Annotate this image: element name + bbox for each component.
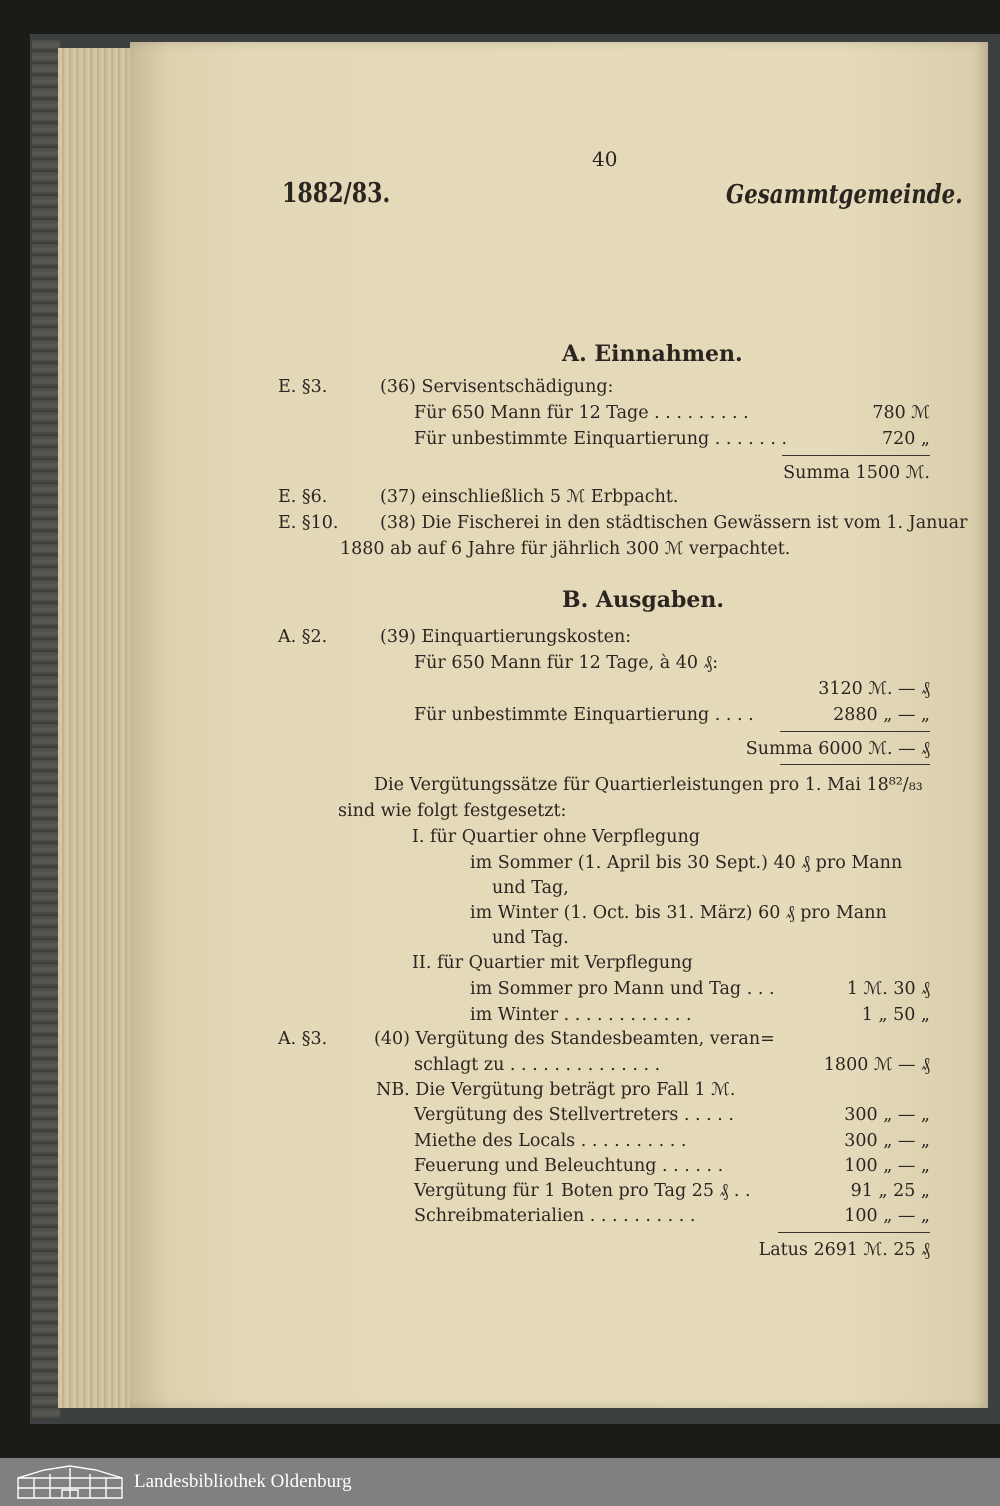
rates-i-winter-1: im Winter (1. Oct. bis 31. März) 60 ₰ pro Mann bbox=[470, 903, 887, 923]
ref-a2: A. §2. bbox=[278, 627, 328, 647]
item39-summa: Summa 6000 ℳ. — ₰ bbox=[745, 739, 930, 759]
item36-line1-amount: 780 ℳ bbox=[872, 403, 930, 423]
item40-line2-amount: 1800 ℳ — ₰ bbox=[823, 1055, 930, 1075]
item37-text: (37) einschließlich 5 ℳ Erbpacht. bbox=[380, 487, 679, 507]
item39-line1-amount: 3120 ℳ. — ₰ bbox=[818, 679, 930, 699]
rates-intro-2: sind wie folgt festgesetzt: bbox=[338, 801, 567, 821]
section-heading-einnahmen: A. Einnahmen. bbox=[562, 341, 743, 367]
item40-row-amount: 100 „ — „ bbox=[844, 1156, 930, 1176]
item39-line2-amount: 2880 „ — „ bbox=[833, 705, 930, 725]
library-footer bbox=[0, 1458, 1000, 1506]
item38-line1: (38) Die Fischerei in den städtischen Gewässern ist vom 1. Januar bbox=[380, 513, 968, 533]
sum-rule-2 bbox=[780, 731, 930, 732]
item39-line2: Für unbestimmte Einquartierung . . . . bbox=[414, 705, 754, 725]
item40-line2: schlagt zu . . . . . . . . . . . . . . bbox=[414, 1055, 661, 1075]
document-page bbox=[130, 42, 988, 1408]
item40-nb: NB. Die Vergütung beträgt pro Fall 1 ℳ. bbox=[376, 1080, 736, 1100]
item40-row-amount: 100 „ — „ bbox=[844, 1206, 930, 1226]
rates-ii-winter: im Winter . . . . . . . . . . . . bbox=[470, 1005, 692, 1025]
rates-i-heading: I. für Quartier ohne Verpflegung bbox=[412, 827, 700, 847]
page-number: 40 bbox=[592, 147, 618, 171]
rates-i-winter-2: und Tag. bbox=[492, 928, 569, 948]
ref-e6: E. §6. bbox=[278, 487, 328, 507]
item39-label: (39) Einquartierungskosten: bbox=[380, 627, 632, 647]
book-spine bbox=[32, 40, 60, 1420]
item40-row: Miethe des Locals . . . . . . . . . . bbox=[414, 1131, 687, 1151]
sum-rule-4 bbox=[778, 1232, 930, 1233]
ref-e3: E. §3. bbox=[278, 377, 328, 397]
item39-line1: Für 650 Mann für 12 Tage, à 40 ₰: bbox=[414, 653, 719, 673]
page-year: 1882/83. bbox=[282, 178, 391, 209]
section-heading-ausgaben: B. Ausgaben. bbox=[562, 587, 725, 613]
rates-intro-1: Die Vergütungssätze für Quartierleistungen pro 1. Mai 18⁸²/₈₃ bbox=[374, 775, 923, 795]
library-building-icon bbox=[14, 1464, 126, 1500]
latus-total: Latus 2691 ℳ. 25 ₰ bbox=[758, 1240, 930, 1260]
rates-ii-heading: II. für Quartier mit Verpflegung bbox=[412, 953, 693, 973]
page-header-title: Gesammtgemeinde. bbox=[726, 180, 963, 210]
item36-line1: Für 650 Mann für 12 Tage . . . . . . . . . bbox=[414, 403, 749, 423]
item38-line2: 1880 ab auf 6 Jahre für jährlich 300 ℳ verpachtet. bbox=[340, 539, 791, 559]
sum-rule-1 bbox=[782, 455, 930, 456]
ref-a3: A. §3. bbox=[278, 1029, 328, 1049]
item40-row: Schreibmaterialien . . . . . . . . . . bbox=[414, 1206, 696, 1226]
item40-row: Feuerung und Beleuchtung . . . . . . bbox=[414, 1156, 724, 1176]
item36-label: (36) Servisentschädigung: bbox=[380, 377, 614, 397]
sum-rule-3 bbox=[780, 764, 930, 765]
item36-summa: Summa 1500 ℳ. bbox=[783, 463, 930, 483]
item40-row: Vergütung des Stellvertreters . . . . . bbox=[414, 1105, 734, 1125]
item40-row-amount: 91 „ 25 „ bbox=[850, 1181, 930, 1201]
item40-line1: (40) Vergütung des Standesbeamten, veran= bbox=[374, 1029, 775, 1049]
rates-ii-summer-amount: 1 ℳ. 30 ₰ bbox=[846, 979, 930, 999]
item40-row-amount: 300 „ — „ bbox=[844, 1131, 930, 1151]
rates-i-summer-2: und Tag, bbox=[492, 878, 569, 898]
library-name: Landesbibliothek Oldenburg bbox=[134, 1471, 352, 1492]
item40-row: Vergütung für 1 Boten pro Tag 25 ₰ . . bbox=[414, 1181, 751, 1201]
ref-e10: E. §10. bbox=[278, 513, 339, 533]
rates-ii-winter-amount: 1 „ 50 „ bbox=[861, 1005, 930, 1025]
item36-line2-amount: 720 „ bbox=[881, 429, 930, 449]
item36-line2: Für unbestimmte Einquartierung . . . . . . . bbox=[414, 429, 788, 449]
rates-i-summer-1: im Sommer (1. April bis 30 Sept.) 40 ₰ pro Mann bbox=[470, 853, 903, 873]
item40-row-amount: 300 „ — „ bbox=[844, 1105, 930, 1125]
rates-ii-summer: im Sommer pro Mann und Tag . . . bbox=[470, 979, 775, 999]
